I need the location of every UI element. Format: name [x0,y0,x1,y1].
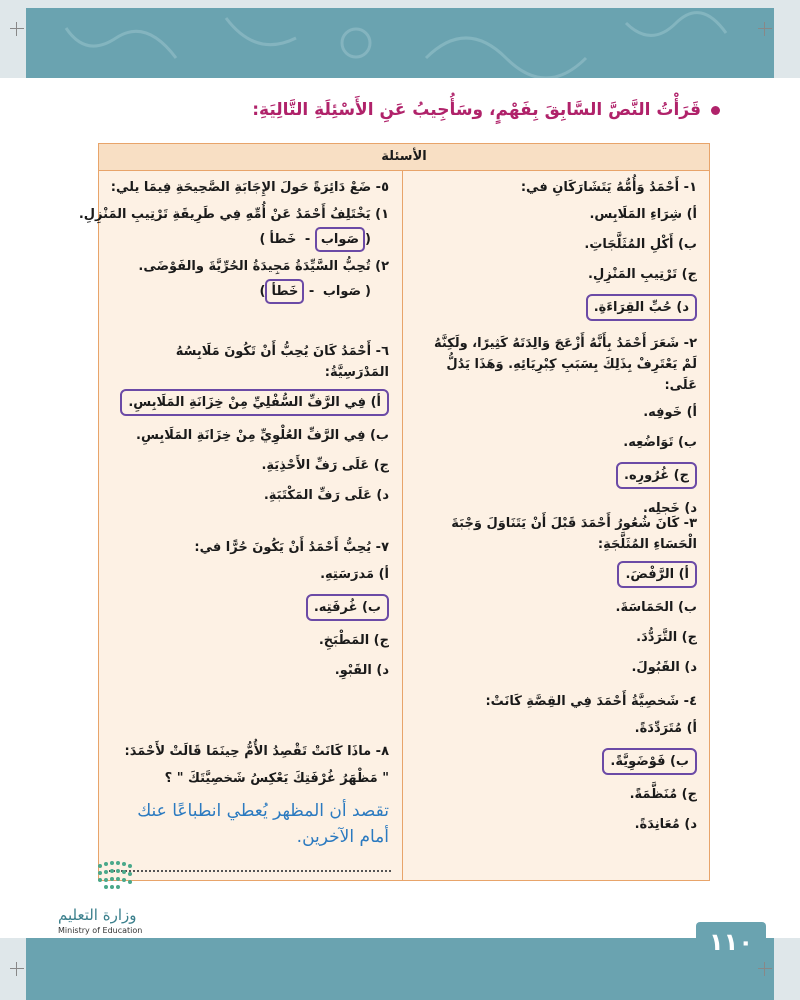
top-banner [0,0,800,78]
option-a-selected[interactable] [419,561,697,588]
answer-circle: د) حُبِّ القِرَاءَةِ. [586,294,697,321]
option-b-selected[interactable] [419,748,697,775]
registration-mark [758,22,772,36]
true-option[interactable]: صَواب [322,284,362,299]
vision-logo-icon [96,860,156,890]
instruction-heading: قَرَأْتُ النَّصَّ السَّابِقَ بِفَهْمٍ، وسَأُجِيبُ عَنِ الأَسْئِلَةِ التَّالِيَةِ: [40,100,720,120]
option-b[interactable]: ب) فِي الرَّفِّ العُلْوِيِّ مِنْ خِزَانَةِ المَلَابِسِ. [136,428,389,443]
option-a[interactable]: أ) مُتَرَدِّدَةً. [634,721,697,736]
table-header: الأسئلة [99,144,709,171]
banner-pattern [26,8,774,78]
option-c[interactable]: ج) عَلَى رَفِّ الأَحْذِيَةِ. [261,458,389,473]
question-4: ٤- شَخصِيَّةُ أَحْمَدَ فِي القِصَّةِ كَانَتْ: أ) مُتَرَدِّدَةً. ب) فَوْضَوِيَّةً. ج) مُنَظَّمَةً. د) مُعَانِدَةً. [419,691,697,844]
statement-2: ٢) تُحِبُّ السَّيِّدَةُ مَجِيدَةُ الحُرِّيَّةَ والفَوْضَى. [138,259,389,274]
option-c[interactable]: ج) مُنَظَّمَةً. [629,787,697,802]
left-column [78,171,401,880]
true-false-choice-2: (صَواب - خَطأ) [109,279,371,304]
option-b[interactable]: ب) الحَمَاسَةَ. [615,600,697,615]
option-d[interactable]: د) عَلَى رَفِّ المَكْتَبَةِ. [263,488,389,503]
ministry-logo: وزارة التعليم Ministry of Education [58,906,143,935]
option-c[interactable]: ج) المَطْبَخِ. [318,633,389,648]
option-b[interactable]: ب) تَوَاضُعِه. [623,435,697,450]
option-a[interactable]: أ) خَوفِه. [643,405,697,420]
question-2: ٢- شَعَرَ أَحْمَدُ بِأَنَّهُ أَزْعَجَ وَالِدَتَهُ كَثِيرًا، ولَكِنَّهُ لَمْ يَعْتَرِفْ بِذَلِكَ بِسَبَبِ كِبْرِيَائِهِ. وَهَذَا يَدُلُّ عَلَى: أ) خَوفِه. ب) تَوَاضُعِه. ج) غُرُورِه. د) خَجلِه. [419,333,697,528]
true-false-choice-1: (صَواب - خَطأ) [109,227,371,252]
answer-circle: ب) غُرفَتِه. [306,594,389,621]
table-body [78,171,709,880]
option-d-selected[interactable] [419,294,697,321]
registration-mark [758,962,772,976]
question-8: ٨- ماذَا كَانَتْ تَقْصِدُ الأُمُّ حِينَمَا قَالَتْ لأَحْمَدَ: " مَظْهَرُ غُرْفَتِكَ يَعْكِسُ شَخصِيَّتَكَ " ؟ تقصد أن المظهر يُعطي انطباعًا عنك أمام الآخرين. [109,741,389,850]
question-5: ٥- ضَعْ دَائِرَةً حَولَ الإِجَابَةِ الصَّحِيحَةِ فِيمَا يلي: ١) يَخْتَلِفُ أَحْمَدُ عَنْ أُمِّهِ فِي طَرِيقَةِ تَرْتِيبِ المَنْزِلِ. (صَواب - خَطأ) ٢) تُحِبُّ السَّيِّدَةُ مَجِيدَةُ الحُرِّيَّةَ والفَوْضَى. (صَواب - خَطأ) [109,177,389,308]
right-column [409,171,709,880]
true-option-selected[interactable]: صَواب [315,227,365,252]
answer-circle: ب) فَوْضَوِيَّةً. [602,748,697,775]
option-c[interactable]: ج) التَّرَدُّدَ. [636,630,697,645]
bottom-banner [0,938,800,1000]
registration-mark [10,22,24,36]
option-b[interactable]: ب) أَكْلِ المُثَلَّجَاتِ. [584,237,697,252]
option-d[interactable]: د) القَبُولَ. [631,660,697,675]
option-d[interactable]: د) القَبْوِ. [334,663,389,678]
answer-circle: أ) الرَّفْضَ. [617,561,697,588]
false-option[interactable]: خَطأ [269,232,297,247]
page-number: ١١٠ [696,922,766,962]
question-3: ٣- كَانَ شُعُورُ أَحْمَدَ قَبْلَ أَنْ يَتَنَاوَلَ وَجْبَةَ الْحَسَاءِ المُثَلَّجَةِ: أ) الرَّفْضَ. ب) الحَمَاسَةَ. ج) التَّرَدُّدَ. د) القَبُولَ. [419,513,697,687]
option-a-selected[interactable] [109,389,389,416]
registration-mark [10,962,24,976]
option-a[interactable]: أ) شِرَاءِ المَلَابِس. [589,207,697,222]
option-c-selected[interactable] [419,462,697,489]
option-b-selected[interactable] [109,594,389,621]
column-divider [402,171,403,880]
bullet-icon [711,106,720,115]
option-d[interactable]: د) خَجلِه. [642,501,697,516]
question-6: ٦- أَحْمَدُ كَانَ يُحِبُّ أَنْ تَكُونَ مَلَابِسُهُ المَدْرَسِيَّةُ: أ) فِي الرَّفِّ السُّفْلِيِّ مِنْ خِزَانَةِ المَلَابِسِ. ب) فِي الرَّفِّ العُلْوِيِّ مِنْ خِزَانَةِ المَلَابِسِ. ج) عَلَى رَفِّ الأَحْذِيَةِ. د) عَلَى رَفِّ المَكْتَبَةِ. [109,341,389,515]
option-d[interactable]: د) مُعَانِدَةً. [634,817,697,832]
answer-circle: ج) غُرُورِه. [616,462,697,489]
option-a[interactable]: أ) مَدرَسَتِهِ. [320,567,389,582]
handwritten-answer[interactable]: تقصد أن المظهر يُعطي انطباعًا عنك أمام الآخرين. [137,801,389,847]
answer-circle: أ) فِي الرَّفِّ السُّفْلِيِّ مِنْ خِزَانَةِ المَلَابِسِ. [120,389,389,416]
question-1: ١- أَحْمَدُ وَأُمُّهُ يَتَشَارَكَانِ في: أ) شِرَاءِ المَلَابِس. ب) أَكْلِ المُثَلَّجَاتِ. ج) تَرْتِيبِ المَنْزِلِ. د) حُبِّ القِرَاءَةِ. [419,177,697,330]
question-7: ٧- يُحِبُّ أَحْمَدُ أَنْ يَكُونَ حُرًّا في: أ) مَدرَسَتِهِ. ب) غُرفَتِه. ج) المَطْبَخِ. د) القَبْوِ. [109,537,389,690]
false-option-selected[interactable]: خَطأ [265,279,304,304]
option-c[interactable]: ج) تَرْتِيبِ المَنْزِلِ. [588,267,697,282]
quote: " مَظْهَرُ غُرْفَتِكَ يَعْكِسُ شَخصِيَّتَكَ " ؟ [164,771,389,786]
statement-1: ١) يَخْتَلِفُ أَحْمَدُ عَنْ أُمِّهِ فِي طَرِيقَةِ تَرْتِيبِ المَنْزِلِ. [78,207,389,222]
questions-table [78,143,710,881]
